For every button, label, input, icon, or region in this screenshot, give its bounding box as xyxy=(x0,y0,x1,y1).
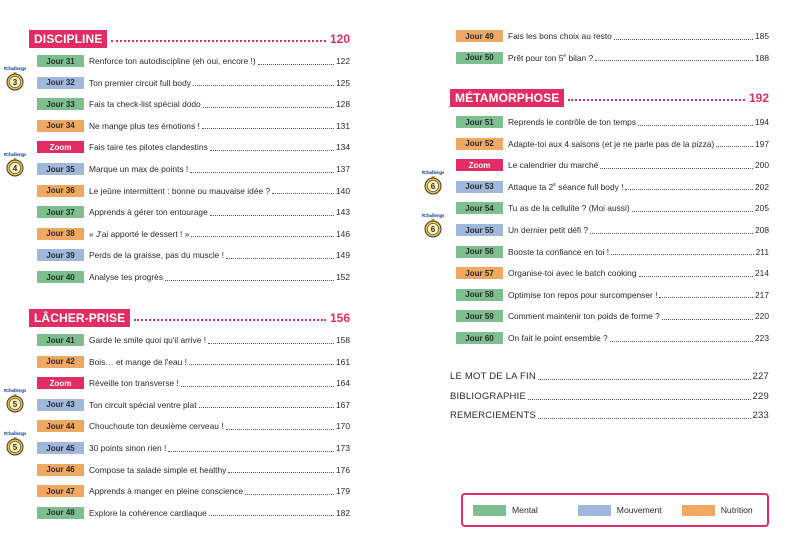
section-page: 192 xyxy=(748,91,769,105)
toc-entry[interactable] xyxy=(456,245,769,259)
day-tag: Jour 33 xyxy=(37,98,84,110)
toc-entry[interactable] xyxy=(456,201,769,215)
entry-title: Tu as de la cellulite ? (Moi aussi) xyxy=(508,203,630,214)
entry-page: 125 xyxy=(336,77,350,88)
entry-title: Bois… et mange de l'eau ! xyxy=(89,356,187,367)
toc-entry[interactable] xyxy=(37,162,350,176)
toc-entry[interactable] xyxy=(37,54,350,68)
leader-dots xyxy=(193,85,334,86)
entry-page: 205 xyxy=(755,203,769,214)
leader-dots xyxy=(190,172,334,173)
entry-page: 202 xyxy=(755,181,769,192)
extra-title: REMERCIEMENTS xyxy=(450,409,536,421)
entry-page: 128 xyxy=(336,99,350,110)
challenge-label: #Challenge xyxy=(4,152,26,157)
challenge-number: 6 xyxy=(430,225,436,234)
challenge-label: #Challenge xyxy=(4,387,26,393)
toc-entry[interactable] xyxy=(456,180,769,194)
toc-entry[interactable] xyxy=(37,248,350,262)
toc-entry[interactable] xyxy=(456,266,769,280)
toc-entry[interactable] xyxy=(37,506,350,520)
entry-page: 176 xyxy=(336,464,350,475)
entry-page: 137 xyxy=(336,164,350,174)
entry-title: Marque un max de points ! xyxy=(89,164,189,174)
entry-page: 146 xyxy=(336,228,350,239)
leader-dots xyxy=(111,40,326,42)
day-tag: Jour 39 xyxy=(37,249,84,261)
day-tag: Jour 31 xyxy=(37,55,84,67)
leader-dots xyxy=(245,494,334,495)
entry-title: Prêt pour ton 5e bilan ? xyxy=(508,52,594,63)
toc-entry[interactable] xyxy=(456,115,769,129)
entry-page: 188 xyxy=(755,52,769,63)
section-page: 156 xyxy=(329,311,350,325)
legend-swatch xyxy=(682,505,715,516)
toc-extra-remerciements[interactable] xyxy=(450,408,769,422)
leader-dots xyxy=(134,319,326,321)
entry-title: Reprends le contrôle de ton temps xyxy=(508,117,637,127)
entry-title: Chouchoute ton deuxième cerveau ! xyxy=(89,421,224,432)
leader-dots xyxy=(210,150,334,151)
entry-page: 200 xyxy=(755,160,769,171)
entry-title: Le jeûne intermittent : bonne ou mauvaise idée ? xyxy=(89,185,271,196)
leader-dots xyxy=(226,258,334,259)
entry-page: 179 xyxy=(336,486,350,497)
entry-page: 170 xyxy=(336,421,350,432)
leader-dots xyxy=(600,168,753,169)
leader-dots xyxy=(528,399,751,400)
day-tag: Jour 44 xyxy=(37,420,84,432)
day-tag: Jour 48 xyxy=(37,507,84,519)
leader-dots xyxy=(538,418,751,419)
entry-page: 182 xyxy=(336,507,350,518)
toc-entry[interactable] xyxy=(456,309,769,323)
entry-page: 131 xyxy=(336,120,350,131)
legend-item-mental xyxy=(473,505,538,516)
entry-page: 149 xyxy=(336,250,350,261)
entry-title: Comment maintenir ton poids de forme ? xyxy=(508,311,660,322)
section-metamorphose[interactable] xyxy=(450,89,769,107)
challenge-icon xyxy=(422,211,444,239)
leader-dots xyxy=(199,407,334,408)
day-tag: Jour 56 xyxy=(456,246,503,258)
day-tag: Jour 32 xyxy=(37,77,84,89)
legend-item-nutrition xyxy=(682,505,753,516)
section-title: MÉTAMORPHOSE xyxy=(450,89,564,107)
entry-page: 152 xyxy=(336,272,350,282)
entry-title: Optimise ton repos pour surcompenser ! xyxy=(508,289,658,300)
day-tag: Jour 51 xyxy=(456,116,503,128)
leader-dots xyxy=(202,128,334,129)
entry-title: Analyse tes progrès xyxy=(89,272,164,282)
entry-page: 197 xyxy=(755,138,769,149)
entry-title: Explore la cohérence cardiaque xyxy=(89,507,207,518)
right-page xyxy=(400,0,800,560)
leader-dots xyxy=(208,343,334,344)
toc-entry[interactable] xyxy=(37,376,350,390)
zoom-tag: Zoom xyxy=(37,141,84,153)
challenge-label: #Challenge xyxy=(4,431,26,436)
entry-page: 164 xyxy=(336,378,350,389)
leader-dots xyxy=(189,364,334,365)
leader-dots xyxy=(632,211,753,212)
entry-title: Organise-toi avec le batch cooking xyxy=(508,268,637,279)
entry-title: Ne mange plus tes émotions ! xyxy=(89,120,200,131)
legend-label: Mouvement xyxy=(616,505,662,515)
toc-entry[interactable] xyxy=(456,223,769,237)
leader-dots xyxy=(210,215,334,216)
challenge-icon xyxy=(4,429,26,457)
entry-title: Fais taire tes pilotes clandestins xyxy=(89,142,208,153)
toc-entry[interactable] xyxy=(37,333,350,347)
toc-entry[interactable] xyxy=(37,76,350,90)
toc-entry[interactable] xyxy=(37,184,350,198)
extra-page: 229 xyxy=(752,390,769,402)
entry-page: 173 xyxy=(336,443,350,453)
entry-title: 30 points sinon rien ! xyxy=(89,443,167,453)
entry-page: 208 xyxy=(755,225,769,235)
leader-dots xyxy=(638,125,753,126)
challenge-icon xyxy=(4,386,26,414)
day-tag: Jour 53 xyxy=(456,181,503,193)
leader-dots xyxy=(625,189,753,190)
challenge-label: #Challenge xyxy=(422,169,444,175)
entry-page: 167 xyxy=(336,399,350,410)
toc-entry[interactable] xyxy=(456,288,769,302)
entry-title: Adapte-toi aux 4 saisons (et je ne parle pas de la pizza) xyxy=(508,138,715,149)
leader-dots xyxy=(181,386,334,387)
challenge-number: 4 xyxy=(12,164,18,173)
toc-entry[interactable] xyxy=(456,331,769,345)
entry-title: Le calendrier du marché xyxy=(508,160,599,171)
day-tag: Jour 34 xyxy=(37,120,84,132)
day-tag: Jour 41 xyxy=(37,334,84,346)
day-tag: Jour 57 xyxy=(456,267,503,279)
day-tag: Jour 59 xyxy=(456,310,503,322)
entry-page: 143 xyxy=(336,207,350,218)
entry-title: Ton premier circuit full body xyxy=(89,77,191,88)
entry-title: On fait le point ensemble ? xyxy=(508,333,608,343)
leader-dots xyxy=(538,379,751,380)
challenge-label: #Challenge xyxy=(422,213,444,218)
day-tag: Jour 38 xyxy=(37,228,84,240)
entry-title: Fais ta check-list spécial dodo xyxy=(89,99,201,110)
day-tag: Jour 35 xyxy=(37,163,84,175)
day-tag: Jour 43 xyxy=(37,399,84,411)
challenge-icon xyxy=(4,150,26,178)
leader-dots xyxy=(168,451,334,452)
leader-dots xyxy=(659,297,753,298)
leader-dots xyxy=(611,254,754,255)
extra-title: BIBLIOGRAPHIE xyxy=(450,390,526,402)
day-tag: Jour 55 xyxy=(456,224,503,236)
section-page: 120 xyxy=(329,32,350,46)
entry-title: Garde le smile quoi qu'il arrive ! xyxy=(89,335,207,345)
entry-page: 122 xyxy=(336,56,350,66)
day-tag: Jour 37 xyxy=(37,206,84,218)
extra-page: 227 xyxy=(752,370,769,382)
section-title: DISCIPLINE xyxy=(29,30,107,48)
entry-page: 194 xyxy=(755,117,769,127)
extra-page: 233 xyxy=(752,409,769,421)
day-tag: Jour 50 xyxy=(456,52,503,64)
toc-entry[interactable] xyxy=(37,97,350,111)
leader-dots xyxy=(639,276,754,277)
entry-page: 134 xyxy=(336,142,350,153)
day-tag: Jour 42 xyxy=(37,356,84,368)
day-tag: Jour 60 xyxy=(456,332,503,344)
leader-dots xyxy=(716,146,753,147)
entry-title: Un dernier petit défi ? xyxy=(508,225,589,235)
section-title: LÂCHER-PRISE xyxy=(29,309,130,327)
toc-entry[interactable] xyxy=(37,484,350,498)
entry-title: Attaque ta 2e séance full body ! xyxy=(508,181,624,192)
legend-swatch xyxy=(578,505,611,516)
zoom-tag: Zoom xyxy=(456,159,503,171)
toc-entry[interactable] xyxy=(37,463,350,477)
extra-title: LE MOT DE LA FIN xyxy=(450,370,536,382)
day-tag: Jour 40 xyxy=(37,271,84,283)
leader-dots xyxy=(191,236,334,237)
entry-page: 158 xyxy=(336,335,350,345)
legend-swatch xyxy=(473,505,506,516)
challenge-number: 5 xyxy=(12,443,18,452)
entry-page: 161 xyxy=(336,356,350,367)
challenge-number: 6 xyxy=(430,181,436,191)
toc-entry[interactable] xyxy=(37,355,350,369)
day-tag: Jour 54 xyxy=(456,202,503,214)
challenge-number: 3 xyxy=(12,77,18,87)
entry-page: 140 xyxy=(336,185,350,196)
toc-extra-bibliographie[interactable] xyxy=(450,389,769,403)
leader-dots xyxy=(662,319,753,320)
toc-entry[interactable] xyxy=(456,158,769,172)
legend-item-mouvement xyxy=(578,505,662,516)
entry-title: Ton circuit spécial ventre plat xyxy=(89,399,197,410)
leader-dots xyxy=(590,233,753,234)
leader-dots xyxy=(272,193,334,194)
legend-label: Nutrition xyxy=(720,505,753,515)
toc-entry[interactable] xyxy=(37,227,350,241)
section-lacher-prise[interactable] xyxy=(29,309,350,327)
entry-title: Réveille ton transverse ! xyxy=(89,378,179,389)
toc-entry[interactable] xyxy=(456,51,769,65)
toc-entry[interactable] xyxy=(456,29,769,43)
toc-entry[interactable] xyxy=(37,419,350,433)
entry-page: 220 xyxy=(755,311,769,322)
challenge-icon xyxy=(4,64,26,92)
day-tag: Jour 58 xyxy=(456,289,503,301)
color-legend xyxy=(461,493,769,527)
leader-dots xyxy=(610,341,753,342)
toc-entry[interactable] xyxy=(37,205,350,219)
legend-label: Mental xyxy=(512,505,538,515)
entry-page: 214 xyxy=(755,268,769,279)
toc-extra-mot-de-la-fin[interactable] xyxy=(450,369,769,383)
entry-page: 223 xyxy=(755,333,769,343)
leader-dots xyxy=(228,472,334,473)
entry-title: « J'ai apporté le dessert ! » xyxy=(89,228,190,239)
day-tag: Jour 49 xyxy=(456,30,503,42)
entry-title: Perds de la graisse, pas du muscle ! xyxy=(89,250,224,261)
day-tag: Jour 36 xyxy=(37,185,84,197)
entry-title: Booste ta confiance en toi ! xyxy=(508,246,610,257)
entry-page: 211 xyxy=(755,246,769,257)
zoom-tag: Zoom xyxy=(37,377,84,389)
entry-title: Apprends à gérer ton entourage xyxy=(89,207,208,218)
toc-entry[interactable] xyxy=(456,137,769,151)
challenge-icon xyxy=(422,168,444,196)
leader-dots xyxy=(203,107,334,108)
challenge-label: #Challenge xyxy=(4,65,26,71)
entry-title: Apprends à manger en pleine conscience xyxy=(89,486,244,497)
entry-page: 185 xyxy=(755,31,769,41)
section-discipline[interactable] xyxy=(29,30,350,48)
challenge-number: 5 xyxy=(12,399,18,409)
day-tag: Jour 47 xyxy=(37,485,84,497)
leader-dots xyxy=(226,429,334,430)
entry-title: Compose ta salade simple et healthy xyxy=(89,464,227,475)
leader-dots xyxy=(165,280,334,281)
day-tag: Jour 46 xyxy=(37,464,84,476)
leader-dots xyxy=(568,99,745,101)
day-tag: Jour 52 xyxy=(456,138,503,150)
toc-entry[interactable] xyxy=(37,270,350,284)
toc-entry[interactable] xyxy=(37,119,350,133)
toc-entry[interactable] xyxy=(37,398,350,412)
entry-title: Fais les bons choix au resto xyxy=(508,31,612,41)
entry-title: Renforce ton autodiscipline (eh oui, encore !) xyxy=(89,56,256,66)
toc-entry[interactable] xyxy=(37,140,350,154)
day-tag: Jour 45 xyxy=(37,442,84,454)
leader-dots xyxy=(595,60,753,61)
entry-page: 217 xyxy=(755,289,769,300)
leader-dots xyxy=(209,515,334,516)
toc-entry[interactable] xyxy=(37,441,350,455)
leader-dots xyxy=(258,64,334,65)
leader-dots xyxy=(614,39,753,40)
